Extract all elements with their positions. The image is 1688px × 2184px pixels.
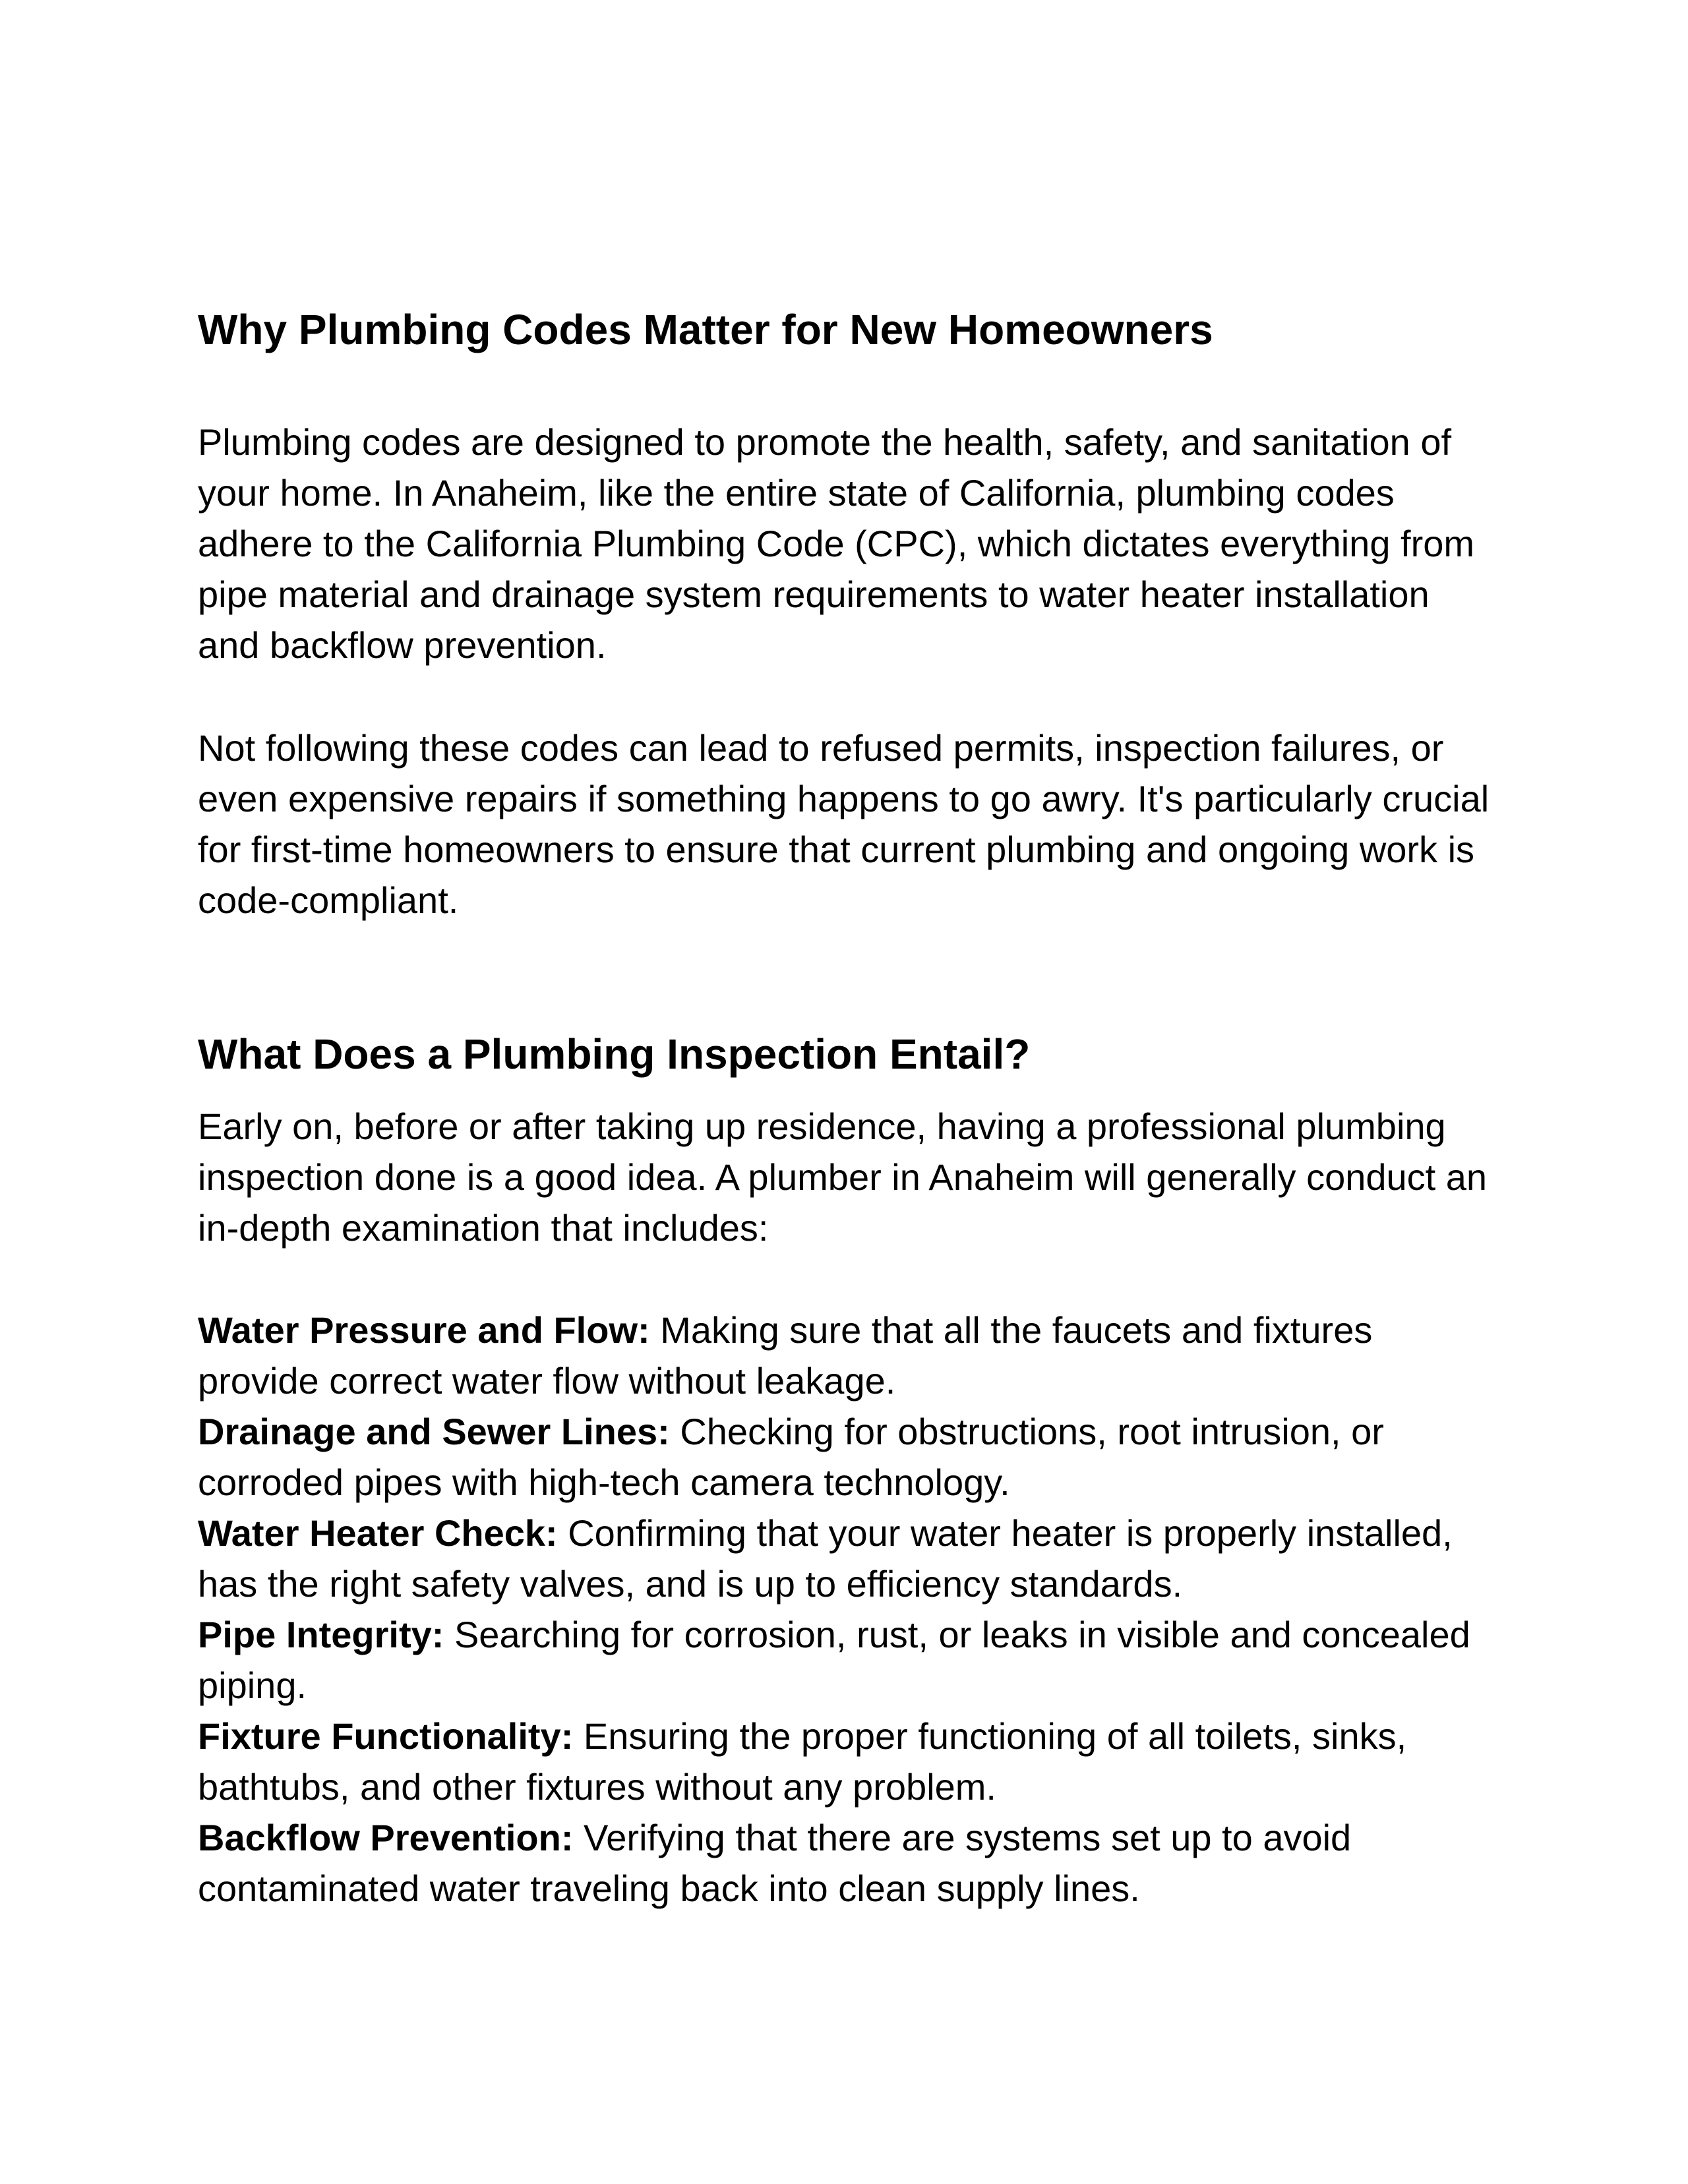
item-description: Confirming that your water heater is properly installed, has the right safety valves, and is up to efficiency standards.	[198, 1512, 1453, 1605]
item-description: Checking for obstructions, root intrusion, or corroded pipes with high-tech camera technology.	[198, 1411, 1384, 1503]
section-heading-plumbing-codes: Why Plumbing Codes Matter for New Homeowners	[198, 306, 1213, 353]
inspection-item-drainage	[198, 1406, 1490, 1508]
item-term: Pipe Integrity:	[198, 1614, 444, 1655]
inspection-item-list	[198, 1305, 1490, 1914]
item-term: Fixture Functionality:	[198, 1715, 574, 1757]
inspection-item-backflow	[198, 1812, 1490, 1914]
inspection-item-water-pressure	[198, 1305, 1490, 1406]
item-description: Making sure that all the faucets and fixtures provide correct water flow without leakage.	[198, 1309, 1373, 1402]
paragraph-codes-consequences: Not following these codes can lead to refused permits, inspection failures, or even expensive repairs if something happens to go awry. It's particularly crucial for first-time homeowners to ensure that current plumbing and ongoing work is code-compliant.	[198, 727, 1490, 921]
section-heading-inspection: What Does a Plumbing Inspection Entail?	[198, 1030, 1031, 1078]
item-term: Backflow Prevention:	[198, 1817, 574, 1858]
inspection-item-fixture-functionality	[198, 1711, 1490, 1812]
item-term: Drainage and Sewer Lines:	[198, 1411, 670, 1452]
inspection-item-water-heater	[198, 1508, 1490, 1609]
item-description: Verifying that there are systems set up to avoid contaminated water traveling back into clean supply lines.	[198, 1817, 1352, 1909]
item-description: Searching for corrosion, rust, or leaks in visible and concealed piping.	[198, 1614, 1470, 1706]
paragraph-codes-purpose: Plumbing codes are designed to promote the health, safety, and sanitation of your home. In Anaheim, like the entire state of California, plumbing codes adhere to the California Plumbing Code (CPC), which dictates everything from pipe material and drainage system requirements to water heater installation and backflow prevention.	[198, 421, 1475, 666]
item-term: Water Pressure and Flow:	[198, 1309, 650, 1351]
item-term: Water Heater Check:	[198, 1512, 558, 1554]
inspection-item-pipe-integrity	[198, 1609, 1490, 1711]
item-description: Ensuring the proper functioning of all toilets, sinks, bathtubs, and other fixtures without any problem.	[198, 1715, 1407, 1808]
paragraph-inspection-intro: Early on, before or after taking up residence, having a professional plumbing inspection done is a good idea. A plumber in Anaheim will generally conduct an in-depth examination that includes:	[198, 1106, 1488, 1249]
